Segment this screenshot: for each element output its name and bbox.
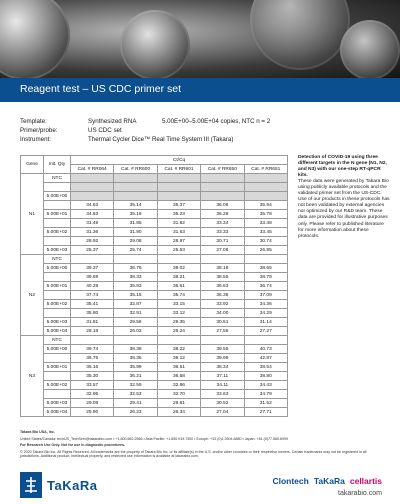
ct-value-cell: 33.12 (157, 309, 200, 318)
ct-value-cell: 35.78 (244, 210, 287, 219)
ct-value-cell: 42.87 (244, 354, 287, 363)
qty-cell: 5.00E+00 (44, 264, 71, 273)
meta-value: Synthesized RNA (88, 118, 137, 125)
ct-value-cell: 38.33 (114, 273, 157, 282)
ct-value-cell: 38.34 (201, 363, 244, 372)
ct-value-cell: 36.63 (201, 282, 244, 291)
ct-value-cell: 30.74 (244, 237, 287, 246)
ct-value-cell: 38.80 (244, 372, 287, 381)
gene-cell: N1 (21, 174, 44, 255)
meta-value: Thermal Cycler Dice™ Real Time System III (Takara) (88, 136, 234, 143)
ct-value-cell: 36.06 (201, 201, 244, 210)
ct-value-cell: 33.63 (201, 390, 244, 399)
col-group-header: Ct/Cq (71, 156, 288, 165)
ct-value-cell: 37.09 (244, 291, 287, 300)
qty-cell: 5.00E+01 (44, 282, 71, 291)
col-qty-header: Init. Qty (44, 156, 71, 174)
ct-value-cell: 39.99 (201, 354, 244, 363)
ct-value-cell: 35.74 (157, 291, 200, 300)
ct-value-cell: 26.23 (114, 408, 157, 417)
table-row (21, 255, 288, 264)
ct-value-cell: 36.58 (157, 372, 200, 381)
ct-value-cell: 35.18 (114, 210, 157, 219)
footer-text (20, 430, 380, 461)
ct-value-cell: 36.76 (71, 354, 114, 363)
ct-value-cell: 39.37 (71, 264, 114, 273)
ct-value-cell: 26.95 (244, 246, 287, 255)
ct-value-cell (157, 255, 200, 264)
ct-value-cell: 37.74 (71, 291, 114, 300)
ct-value-cell: 33.57 (71, 381, 114, 390)
ct-value-cell: 33.33 (201, 228, 244, 237)
virus-particle (340, 20, 400, 78)
ct-value-cell: 33.34 (201, 219, 244, 228)
qty-cell: NTC (44, 336, 71, 345)
ct-value-cell (114, 174, 157, 183)
ct-value-cell: 29.08 (71, 399, 114, 408)
table-row (21, 318, 288, 327)
ct-value-cell: 36.38 (201, 291, 244, 300)
table-row (21, 174, 288, 183)
ct-value-cell (244, 174, 287, 183)
gene-cell: N3 (21, 336, 44, 417)
table-row (21, 192, 288, 201)
qty-cell (44, 309, 71, 318)
table-row (21, 282, 288, 291)
ct-value-cell: 32.95 (71, 390, 114, 399)
ct-value-cell: 34.63 (71, 210, 114, 219)
ct-value-cell (201, 192, 244, 201)
ct-value-cell: 27.04 (201, 408, 244, 417)
qty-cell (44, 273, 71, 282)
ct-value-cell: 34.29 (244, 309, 287, 318)
ct-value-cell (71, 183, 114, 192)
table-row (21, 237, 288, 246)
ct-value-cell: 35.41 (71, 300, 114, 309)
ct-value-cell: 31.52 (244, 399, 287, 408)
qty-cell (44, 390, 71, 399)
footer-legal: © 2020 Takara Bio Inc. All Rights Reserved. All trademarks are the property of Takara Bio Inc. or its affiliate(s) in the U.S. and/or other countries or their respective owners. Certain trademarks may not be registered in all jurisdictions. Additional product, intellectual property, and restricted use information is available at takarabio.com. (20, 449, 367, 458)
gene-cell: N2 (21, 255, 44, 336)
ct-value-cell: 32.70 (157, 390, 200, 399)
ct-value-cell: 28.92 (71, 237, 114, 246)
ct-value-cell (157, 174, 200, 183)
ct-value-cell: 25.90 (71, 408, 114, 417)
table-row (21, 354, 288, 363)
ct-value-cell: 38.36 (114, 354, 157, 363)
table-row (21, 291, 288, 300)
ct-value-cell: 25.53 (157, 246, 200, 255)
ct-value-cell: 29.35 (157, 318, 200, 327)
ct-value-cell: 36.21 (114, 372, 157, 381)
ct-value-cell: 31.63 (157, 228, 200, 237)
cat-header: Cat. # RR601 (157, 165, 200, 174)
ct-value-cell: 40.28 (71, 282, 114, 291)
ct-value-cell: 33.48 (244, 219, 287, 228)
ct-value-cell: 38.55 (201, 273, 244, 282)
qty-cell: 5.00E+02 (44, 381, 71, 390)
ct-value-cell (157, 336, 200, 345)
ct-value-cell (114, 336, 157, 345)
ct-value-cell: 27.06 (201, 246, 244, 255)
ct-value-cell: 35.37 (157, 201, 200, 210)
ct-value-cell: 26.24 (157, 327, 200, 336)
qty-cell: 5.00E+00 (44, 345, 71, 354)
virus-particle (0, 0, 70, 78)
ct-value-cell: 30.71 (201, 237, 244, 246)
col-gene-header: Gene (21, 156, 44, 174)
table-row (21, 210, 288, 219)
ct-value-cell (157, 183, 200, 192)
table-row (21, 273, 288, 282)
ct-value-cell: 31.81 (71, 318, 114, 327)
qty-cell (44, 291, 71, 300)
ct-value-cell (114, 255, 157, 264)
ct-value-cell (244, 255, 287, 264)
table-row (21, 372, 288, 381)
qty-cell (44, 183, 71, 192)
ct-value-cell: 38.38 (114, 345, 157, 354)
ct-value-cell: 29.41 (114, 399, 157, 408)
ct-value-cell: 39.55 (201, 345, 244, 354)
qty-cell: NTC (44, 174, 71, 183)
ct-value-cell: 28.97 (157, 237, 200, 246)
ct-value-cell: 38.22 (157, 345, 200, 354)
ct-value-cell (201, 255, 244, 264)
side-note-heading: Detection of COVID-19 using three different targets in the N gene (N1, N2, and N3) with our one-step RT-qPCR kits. (298, 155, 387, 179)
ct-value-cell: 30.51 (201, 318, 244, 327)
ct-value-cell: 38.54 (244, 363, 287, 372)
ct-value-cell: 29.61 (157, 399, 200, 408)
ct-table (20, 155, 288, 417)
ct-value-cell: 32.53 (114, 390, 157, 399)
ct-value-cell: 34.63 (71, 201, 114, 210)
brand-list (272, 476, 382, 486)
ct-value-cell: 39.69 (71, 273, 114, 282)
ct-value-cell: 25.74 (114, 246, 157, 255)
qty-cell: 5.00E+02 (44, 228, 71, 237)
ct-value-cell: 32.87 (114, 300, 157, 309)
qty-cell: 5.00E+01 (44, 210, 71, 219)
ct-value-cell: 36.28 (201, 210, 244, 219)
ct-value-cell: 35.23 (157, 210, 200, 219)
qty-cell (44, 354, 71, 363)
cat-header: Cat. # RR650 (201, 165, 244, 174)
logo-text: TaKaRa (47, 477, 98, 493)
qty-cell (44, 237, 71, 246)
brand-name: TaKaRa (313, 476, 345, 486)
ct-value-cell: 26.34 (157, 408, 200, 417)
ct-value-cell: 34.00 (201, 309, 244, 318)
ct-value-cell (71, 192, 114, 201)
table-row (21, 300, 288, 309)
table-row (21, 309, 288, 318)
footer-company: Takara Bio USA, Inc. (20, 430, 55, 434)
qty-cell: 5.00E+03 (44, 318, 71, 327)
footer-ruo: For Research Use Only. Not for use in diagnostic procedures. (20, 443, 125, 447)
ct-value-cell: 34.79 (244, 390, 287, 399)
ct-value-cell (71, 174, 114, 183)
virus-particle (120, 10, 190, 78)
ct-value-cell: 33.45 (244, 228, 287, 237)
ct-value-cell: 32.59 (114, 381, 157, 390)
ct-value-cell: 32.91 (114, 309, 157, 318)
table-row (21, 201, 288, 210)
ct-value-cell: 25.37 (71, 246, 114, 255)
ct-value-cell: 38.18 (201, 264, 244, 273)
title-banner (0, 78, 400, 102)
ct-value-cell: 31.14 (244, 318, 287, 327)
meta-value: US CDC set (88, 127, 122, 134)
qty-cell (44, 372, 71, 381)
qty-cell: 5.00E+03 (44, 246, 71, 255)
ct-value-cell (244, 192, 287, 201)
brand-name: cellartis (349, 476, 382, 486)
table-row (21, 345, 288, 354)
meta-label: Instrument: (20, 136, 51, 143)
banner-title: Reagent test – US CDC primer set (20, 83, 182, 95)
ct-value-cell: 30.52 (201, 399, 244, 408)
meta-value: 5.00E+00–5.00E+04 copies, NTC n = 2 (162, 118, 271, 125)
table-row (21, 219, 288, 228)
ct-value-cell: 27.56 (201, 327, 244, 336)
ct-value-cell: 40.73 (244, 345, 287, 354)
ct-value-cell: 31.49 (71, 219, 114, 228)
qty-cell: 5.00E+04 (44, 327, 71, 336)
qty-cell: 5.00E+01 (44, 363, 71, 372)
ct-value-cell: 31.90 (114, 228, 157, 237)
ct-value-cell (201, 174, 244, 183)
website-url: takarabio.com (338, 490, 382, 497)
hero-image (0, 0, 400, 78)
table-row (21, 264, 288, 273)
table-row (21, 363, 288, 372)
ct-value-cell: 35.14 (114, 201, 157, 210)
side-note-body: These data were generated by Takara Bio using publicly available protocols and the validated primer set from the US-CDC. Use of our products in these protocols has not been validated by external agencies nor optimized by our R&D team. These data are provided for illustrative purposes only. Please refer to published literature for more information about these protocols. (298, 179, 390, 239)
table-row (21, 183, 288, 192)
ct-value-cell: 33.15 (157, 300, 200, 309)
ct-value-cell: 38.65 (244, 264, 287, 273)
qty-cell (44, 219, 71, 228)
ct-value-cell: 26.03 (114, 327, 157, 336)
ct-value-cell (244, 336, 287, 345)
meta-label: Template: (20, 118, 47, 125)
ct-value-cell: 34.11 (201, 381, 244, 390)
ct-value-cell: 36.61 (157, 282, 200, 291)
side-note (298, 155, 390, 240)
ct-value-cell: 36.74 (244, 282, 287, 291)
ct-value-cell (157, 192, 200, 201)
table-row (21, 381, 288, 390)
qty-cell: 5.00E+02 (44, 300, 71, 309)
qty-cell: NTC (44, 255, 71, 264)
ct-value-cell: 38.79 (244, 273, 287, 282)
ct-value-cell (71, 255, 114, 264)
ct-value-cell: 33.92 (201, 300, 244, 309)
ct-value-cell: 29.56 (114, 318, 157, 327)
ct-value-cell (114, 183, 157, 192)
table-row (21, 327, 288, 336)
qty-cell (44, 201, 71, 210)
ct-value-cell: 35.93 (114, 282, 157, 291)
ct-value-cell: 35.94 (244, 201, 287, 210)
table-row (21, 390, 288, 399)
ct-value-cell: 27.71 (244, 408, 287, 417)
cat-header: Cat. # RR651 (244, 165, 287, 174)
ct-value-cell: 31.85 (114, 219, 157, 228)
qty-cell: 5.00E+04 (44, 408, 71, 417)
ct-value-cell (114, 192, 157, 201)
ct-value-cell: 35.99 (114, 363, 157, 372)
ct-value-cell: 38.02 (157, 264, 200, 273)
table-row (21, 336, 288, 345)
ct-value-cell (201, 336, 244, 345)
ct-value-cell: 38.21 (157, 273, 200, 282)
ct-value-cell: 34.43 (244, 381, 287, 390)
ct-value-cell: 35.16 (71, 363, 114, 372)
ct-value-cell: 36.76 (114, 264, 157, 273)
ct-value-cell (244, 183, 287, 192)
qty-cell: 5.00E+03 (44, 399, 71, 408)
table-row (21, 246, 288, 255)
ct-value-cell (201, 183, 244, 192)
virus-particle (250, 0, 350, 70)
ct-value-cell: 29.08 (114, 237, 157, 246)
table-row (21, 228, 288, 237)
brand-name: Clontech (272, 476, 309, 486)
ct-value-cell (71, 336, 114, 345)
ct-value-cell: 36.51 (157, 363, 200, 372)
ct-value-cell: 35.30 (71, 372, 114, 381)
ct-value-cell: 35.80 (71, 309, 114, 318)
ct-value-cell: 39.12 (157, 354, 200, 363)
table-row (21, 399, 288, 408)
table-row (21, 408, 288, 417)
ct-value-cell: 37.11 (201, 372, 244, 381)
takara-logo (20, 472, 97, 498)
experiment-meta (20, 117, 270, 144)
ct-value-cell: 32.86 (157, 381, 200, 390)
qty-cell: 5.00E+00 (44, 192, 71, 201)
meta-label: Primer/probe: (20, 127, 58, 134)
ct-value-cell: 39.74 (71, 345, 114, 354)
ct-value-cell: 31.82 (157, 219, 200, 228)
ct-value-cell: 31.36 (71, 228, 114, 237)
footer-contact: United States/Canada: techUS_TechServ@takarabio.com • +1.800.662.2566 • Asia Pacific: +1.650.919.7300 • Europe: +33.(0)1.3904.6880 • Japan: +81.(0)77.565.6999 (20, 436, 289, 441)
ct-value-cell: 34.36 (244, 300, 287, 309)
takara-logo-icon (20, 472, 42, 498)
cat-header: Cat. # RR064 (71, 165, 114, 174)
cat-header: Cat. # RR600 (114, 165, 157, 174)
ct-value-cell: 27.27 (244, 327, 287, 336)
ct-value-cell: 28.18 (71, 327, 114, 336)
ct-value-cell: 35.15 (114, 291, 157, 300)
